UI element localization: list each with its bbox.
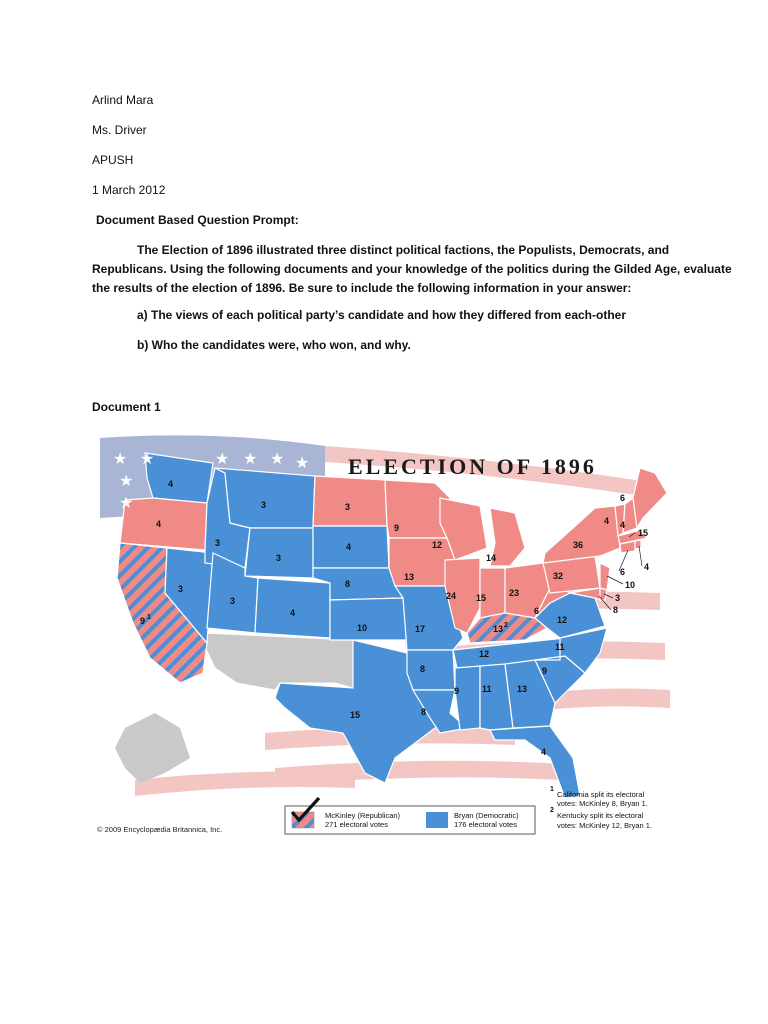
label-mt: 3 bbox=[261, 500, 267, 510]
label-wv: 6 bbox=[534, 606, 540, 616]
student-name: Arlind Mara bbox=[92, 93, 154, 107]
label-ar: 8 bbox=[420, 664, 426, 674]
label-or: 4 bbox=[156, 519, 162, 529]
prompt-title: Document Based Question Prompt: bbox=[96, 213, 299, 227]
prompt-paragraph-line-3: the results of the election of 1896. Be sure to include the following information in your answer: bbox=[92, 281, 632, 295]
label-oh: 23 bbox=[509, 588, 520, 598]
map-credit: © 2009 Encyclopædia Britannica, Inc. bbox=[97, 825, 223, 834]
prompt-paragraph-line-2: Republicans. Using the following documents and your knowledge of the politics during the Gilded Age, evaluate bbox=[92, 262, 732, 276]
label-id: 3 bbox=[215, 538, 221, 548]
svg-text:★: ★ bbox=[140, 451, 155, 468]
footnote-1-mark: 1 bbox=[550, 786, 554, 793]
label-la: 8 bbox=[421, 707, 427, 717]
label-tn: 12 bbox=[479, 649, 490, 659]
state-arkansas bbox=[407, 650, 455, 690]
state-new-york bbox=[543, 506, 620, 563]
label-nj: 10 bbox=[625, 580, 636, 590]
prompt-item-b: b) Who the candidates were, who won, and why. bbox=[137, 338, 411, 352]
label-ca: 9 bbox=[140, 616, 146, 626]
label-il: 24 bbox=[446, 591, 457, 601]
map-legend bbox=[285, 798, 535, 834]
document-date: 1 March 2012 bbox=[92, 183, 166, 197]
label-nv: 3 bbox=[178, 584, 184, 594]
svg-text:★: ★ bbox=[119, 495, 134, 512]
label-ny: 36 bbox=[573, 540, 584, 550]
label-ut: 3 bbox=[230, 596, 236, 606]
teacher-name: Ms. Driver bbox=[92, 123, 147, 137]
label-de: 3 bbox=[615, 593, 621, 603]
legend-rep-votes: 271 electoral votes bbox=[325, 820, 388, 829]
label-co: 4 bbox=[290, 608, 296, 618]
state-mississippi bbox=[455, 666, 480, 730]
election-1896-map bbox=[95, 428, 680, 840]
state-montana bbox=[215, 468, 315, 528]
label-ca-note: 1 bbox=[147, 614, 151, 621]
prompt-item-a: a) The views of each political party’s candidate and how they differed from each-other bbox=[137, 308, 626, 322]
label-fl: 4 bbox=[541, 747, 547, 757]
label-nd: 3 bbox=[345, 502, 351, 512]
document-1-label: Document 1 bbox=[92, 400, 161, 414]
svg-text:★: ★ bbox=[270, 451, 285, 468]
label-nh: 4 bbox=[620, 520, 626, 530]
legend-dem-votes: 176 electoral votes bbox=[454, 820, 517, 829]
footnote-2-mark: 2 bbox=[550, 807, 554, 814]
state-north-dakota bbox=[313, 476, 387, 526]
label-sd: 4 bbox=[346, 542, 352, 552]
svg-text:★: ★ bbox=[119, 473, 134, 490]
svg-text:★: ★ bbox=[295, 455, 310, 472]
label-mi: 14 bbox=[486, 553, 497, 563]
prompt-paragraph-line-1: The Election of 1896 illustrated three distinct political factions, the Populists, Democrats, and bbox=[137, 243, 670, 257]
svg-text:★: ★ bbox=[215, 451, 230, 468]
label-ky-note: 2 bbox=[504, 622, 508, 629]
label-ms: 9 bbox=[454, 686, 460, 696]
legend-rep-name: McKinley (Republican) bbox=[325, 811, 401, 820]
label-al: 11 bbox=[482, 684, 492, 694]
label-ct: 6 bbox=[620, 567, 626, 577]
footnote-1-line-2: votes: McKinley 8, Bryan 1. bbox=[557, 799, 648, 808]
label-ga: 13 bbox=[517, 684, 528, 694]
label-tx: 15 bbox=[350, 710, 361, 720]
svg-text:★: ★ bbox=[243, 451, 258, 468]
label-ks: 10 bbox=[357, 623, 368, 633]
label-vt: 4 bbox=[604, 516, 610, 526]
map-footnotes bbox=[550, 786, 652, 830]
label-ky: 13 bbox=[493, 624, 504, 634]
label-me: 6 bbox=[620, 493, 626, 503]
label-nc: 11 bbox=[555, 642, 565, 652]
label-wi: 12 bbox=[432, 540, 443, 550]
label-md: 8 bbox=[613, 605, 619, 615]
label-mn: 9 bbox=[394, 523, 400, 533]
svg-text:★: ★ bbox=[113, 451, 128, 468]
label-ne: 8 bbox=[345, 579, 351, 589]
footnote-2-line-2: votes: McKinley 12, Bryan 1. bbox=[557, 821, 653, 830]
map-title: ELECTION OF 1896 bbox=[348, 454, 597, 479]
course-name: APUSH bbox=[92, 153, 134, 167]
label-pa: 32 bbox=[553, 571, 564, 581]
label-ma: 15 bbox=[638, 528, 649, 538]
state-rhode-island bbox=[635, 540, 641, 549]
label-ri: 4 bbox=[644, 562, 650, 572]
footnote-2-line-1: Kentucky split its electoral bbox=[557, 811, 644, 820]
label-in: 15 bbox=[476, 593, 487, 603]
state-kansas bbox=[330, 598, 407, 640]
label-wy: 3 bbox=[276, 553, 282, 563]
legend-swatch-democratic bbox=[426, 812, 448, 828]
label-sc: 9 bbox=[542, 666, 548, 676]
label-va: 12 bbox=[557, 615, 568, 625]
footnote-1-line-1: California split its electoral bbox=[557, 790, 645, 799]
state-maine bbox=[633, 468, 667, 528]
legend-dem-name: Bryan (Democratic) bbox=[454, 811, 519, 820]
label-mo: 17 bbox=[415, 624, 426, 634]
label-wa: 4 bbox=[168, 479, 174, 489]
label-ia: 13 bbox=[404, 572, 415, 582]
